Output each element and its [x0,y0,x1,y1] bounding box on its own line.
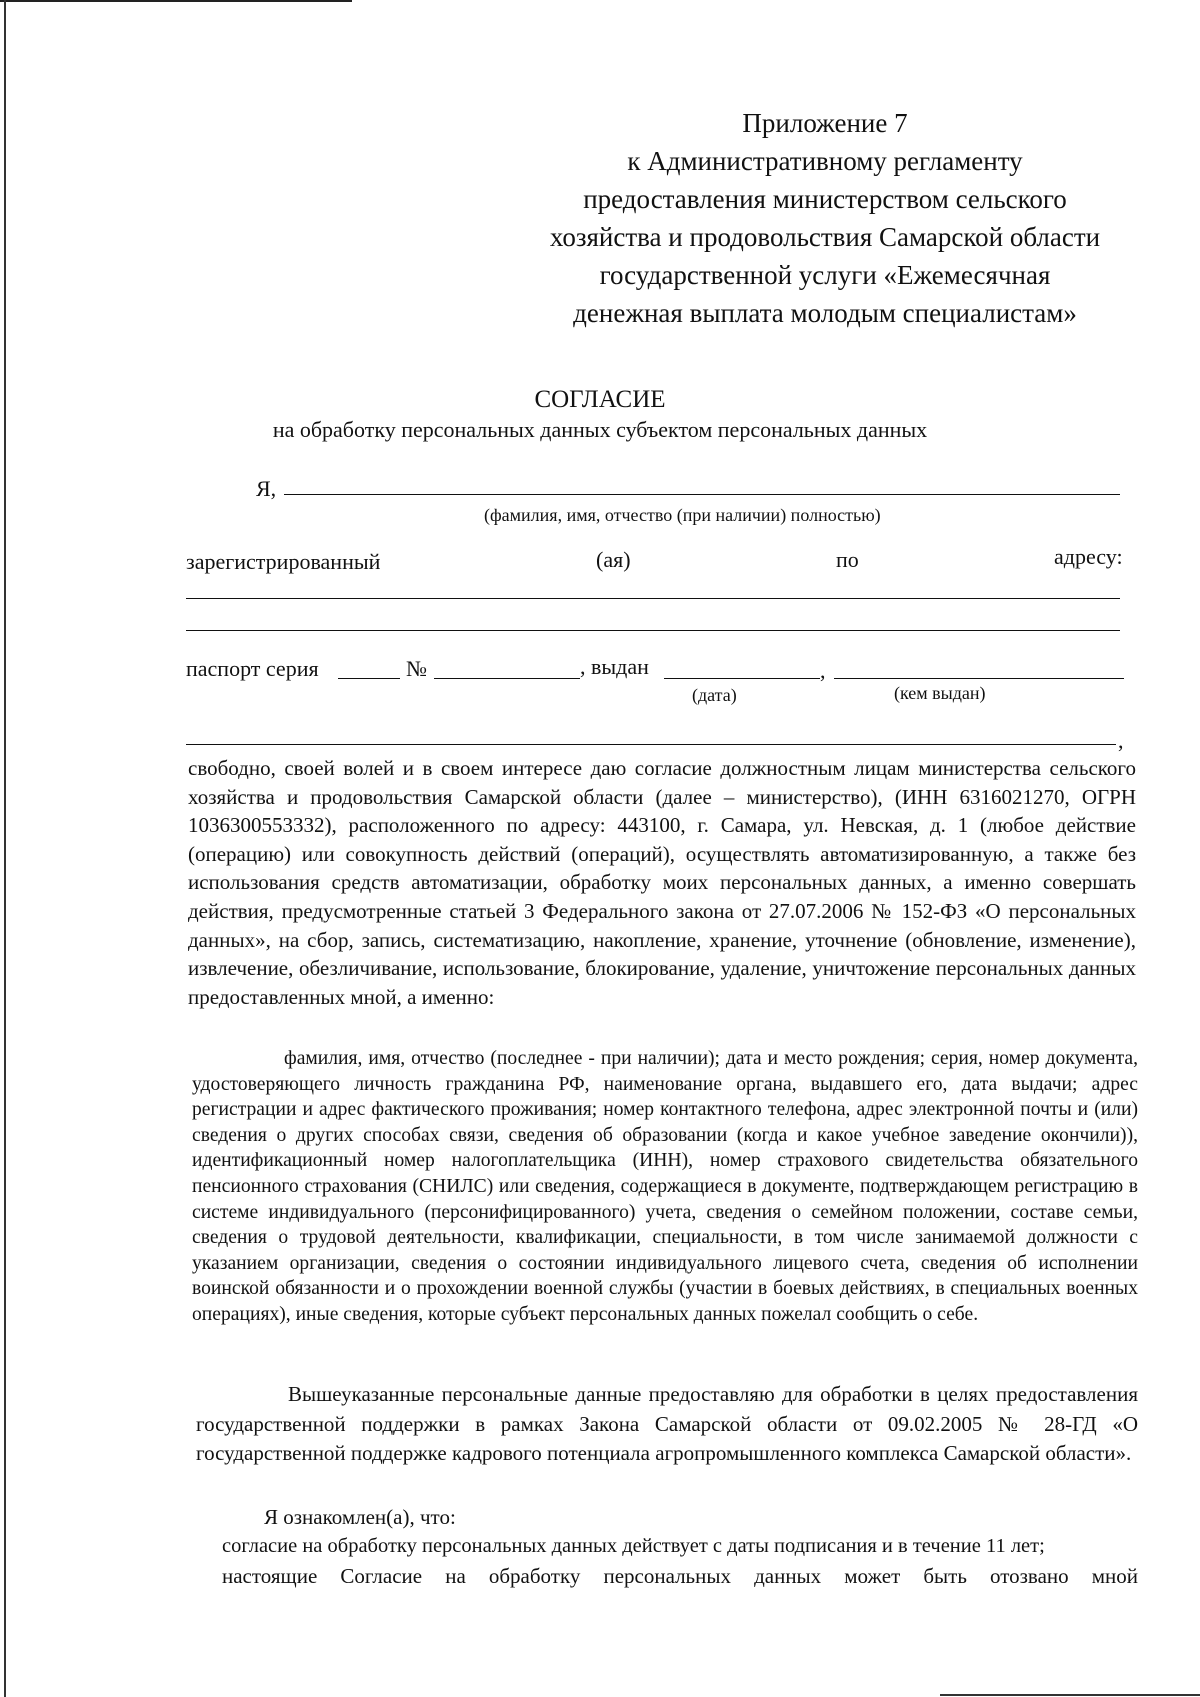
appendix-line: государственной услуги «Ежемесячная [599,260,1051,290]
full-name-field[interactable] [284,494,1120,495]
validity-line: согласие на обработку персональных данных действует с даты подписания и в течение 11 лет; [222,1535,1045,1557]
i-label: Я, [256,476,277,501]
issuer-hint: (кем выдан) [894,683,986,703]
passport-series-field[interactable] [338,678,400,679]
trailing-comma: , [1118,728,1124,753]
full-name-hint: (фамилия, имя, отчество (при наличии) полностью) [484,505,881,525]
acknowledged-label: Я ознакомлен(а), что: [264,1505,456,1529]
issue-date-hint: (дата) [692,685,737,705]
scan-edge-top [0,0,352,2]
appendix-line: предоставления министерством сельского [583,184,1067,214]
data-list-paragraph [192,1046,1138,1328]
revocation-line: настоящие Согласие на обработку персональных данных может быть отозвано мной [222,1564,1138,1588]
issued-label: , выдан [580,654,649,679]
registered-suffix: (ая) [596,547,631,572]
address-label: адресу: [1054,544,1123,569]
appendix-line: хозяйства и продовольствия Самарской области [549,222,1101,252]
document-subtitle: на обработку персональных данных субъектом персональных данных [272,417,928,442]
issuer-field-continued[interactable] [186,744,1116,745]
passport-series-label: паспорт серия [186,656,319,681]
appendix-header [530,104,1120,332]
appendix-line: Приложение 7 [742,108,908,138]
consent-paragraph [188,754,1136,1011]
document-title: СОГЛАСИЕ [534,386,666,413]
scan-edge-bottom [940,1694,1200,1696]
appendix-line: денежная выплата молодым специалистам» [573,298,1077,328]
scan-edge-left [4,0,6,1697]
passport-number-label: № [406,656,427,681]
issuer-field[interactable] [834,678,1124,679]
separator-comma: , [820,658,826,683]
purpose-text: Вышеуказанные персональные данные предоставляю для обработки в целях предоставления государственной поддержки в рамках Закона Самарской области от 09.02.2005 № 28-ГД «О государственной поддержке кадрового потенциала агропромышленного комплекса Самарской области». [196,1382,1138,1465]
issue-date-field[interactable] [664,678,820,679]
purpose-paragraph [196,1380,1138,1469]
data-list-text: фамилия, имя, отчество (последнее - при наличии); дата и место рождения; серия, номер документа, удостоверяющего личность гражданина РФ, наименование органа, выдавшего его, дата выдачи; адрес регистрации и адрес фактического проживания; номер контактного телефона, адрес электронной почты и (или) сведения о других способах связи, сведения об образовании (когда и какое учебное заведение окончили)), идентификационный номер налогоплательщика (ИНН), номер страхового свидетельства обязательного пенсионного страхования (СНИЛС) или сведения, содержащиеся в документе, подтверждающем регистрацию в системе индивидуального (персонифицированного) учета, сведения о семейном положении, составе семьи, сведения о трудовой деятельности, квалификации, специальности, в том числе занимаемой должности с указанием организации, сведения о состоянии индивидуального лицевого счета, сведения об исполнении воинской обязанности и о прохождении военной службы (участии в боевых действиях, в специальных военных операциях), иные сведения, которые субъект персональных данных пожелал сообщить о себе. [192,1048,1138,1325]
appendix-line: к Административному регламенту [627,146,1023,176]
registered-label: зарегистрированный [186,549,381,574]
address-field-line-1[interactable] [186,598,1120,599]
address-field-line-2[interactable] [186,630,1120,631]
by-label: по [836,547,859,572]
consent-text: свободно, своей волей и в своем интересе даю согласие должностным лицам министерства сельского хозяйства и продовольствия Самарской области (далее – министерство), (ИНН 6316021270, ОГРН 1036300553332), расположенного по адресу: 443100, г. Самара, ул. Невская, д. 1 (любое действие (операцию) или совокупность действий (операций), осуществлять автоматизированную, а также без использования средств автоматизации, обработку моих персональных данных, а именно совершать действия, предусмотренные статьей 3 Федерального закона от 27.07.2006 № 152-ФЗ «О персональных данных», на сбор, запись, систематизацию, накопление, хранение, уточнение (обновление, изменение), извлечение, обезличивание, использование, блокирование, удаление, уничтожение персональных данных предоставленных мной, а именно: [188,756,1136,1009]
passport-number-field[interactable] [434,678,580,679]
